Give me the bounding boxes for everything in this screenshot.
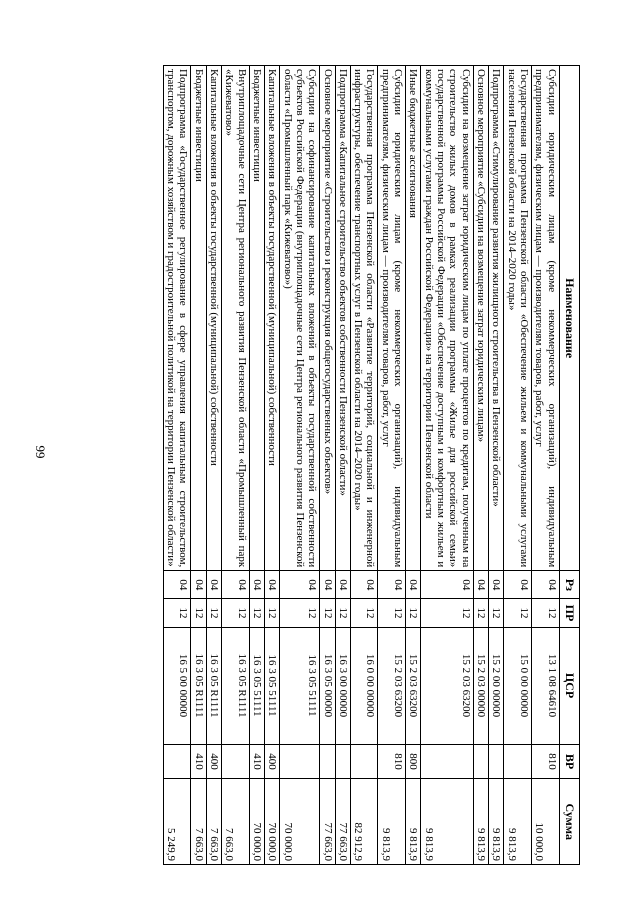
cell-rz: 04 [406, 571, 421, 599]
table-row [265, 66, 280, 865]
cell-rz: 04 [191, 571, 206, 599]
cell-sum: 70 000,0 [265, 779, 280, 865]
cell-csr: 16 3 05 00000 [320, 627, 335, 744]
header-sum: Сумма [559, 779, 579, 865]
cell-vr: 810 [531, 744, 559, 779]
cell-sum: 9 813,9 [489, 779, 504, 865]
cell-pr: 12 [222, 599, 250, 627]
cell-name: Основное мероприятие «Субсидии на возмещение затрат юридическим лицам» [473, 66, 488, 571]
cell-name: Субсидии на возмещение затрат юридическим лицам по уплате процентов по кредитам, полученным на строительство жилых домов в рамках реализации программы «Жилье для российской семьи» государственной программы Российской Федерации «Обеспечение доступным и комфортным жильем и коммунальными услугами граждан Российской Федерации» на территории Пензенской области [421, 66, 473, 571]
cell-rz: 04 [378, 571, 406, 599]
cell-sum: 9 813,9 [421, 779, 473, 865]
cell-sum: 77 663,0 [335, 779, 350, 865]
cell-csr: 13 1 08 64610 [531, 627, 559, 744]
cell-pr: 12 [473, 599, 488, 627]
cell-pr: 12 [265, 599, 280, 627]
cell-csr: 16 3 05 R1111 [222, 627, 250, 744]
cell-sum: 82 912,9 [350, 779, 378, 865]
cell-sum: 5 249,9 [163, 779, 191, 865]
cell-rz: 04 [163, 571, 191, 599]
header-csr: ЦСР [559, 627, 579, 744]
cell-vr [163, 744, 191, 779]
cell-name: Подпрограмма «Капитальное строительство объектов собственности Пензенской области» [335, 66, 350, 571]
header-vr: ВР [559, 744, 579, 779]
cell-name: Подпрограмма «Стимулирование развития жилищного строительства в Пензенской области» [489, 66, 504, 571]
cell-vr [222, 744, 250, 779]
cell-rz: 04 [473, 571, 488, 599]
cell-csr: 15 2 03 63200 [406, 627, 421, 744]
cell-csr: 15 2 03 00000 [473, 627, 488, 744]
table-row [280, 66, 320, 865]
cell-rz: 04 [504, 571, 532, 599]
cell-vr [320, 744, 335, 779]
cell-pr: 12 [378, 599, 406, 627]
cell-rz: 04 [222, 571, 250, 599]
cell-pr: 12 [504, 599, 532, 627]
cell-rz: 04 [280, 571, 320, 599]
cell-name: Субсидии юридическим лицам (кроме некоммерческих организаций), индивидуальным предпринимателям, физическим лицам — производителям товаров, работ, услуг [531, 66, 559, 571]
table-row [222, 66, 250, 865]
cell-name: Основное мероприятие «Строительство и реконструкция общегосударственных объектов» [320, 66, 335, 571]
cell-name: Иные бюджетные ассигнования [406, 66, 421, 571]
header-pr: ПР [559, 599, 579, 627]
cell-name: Субсидии на софинансирование капитальных вложений в объекты государственной собственности субъектов Российской Федерации (внутриплощадочные сети Центра регионального развития Пензенской области «Промышленный парк «Кижеватово») [280, 66, 320, 571]
cell-sum: 9 813,9 [473, 779, 488, 865]
table-row [531, 66, 559, 865]
cell-rz: 04 [350, 571, 378, 599]
cell-csr: 16 3 05 R1111 [206, 627, 221, 744]
table-row [421, 66, 473, 865]
cell-sum: 7 663,0 [191, 779, 206, 865]
cell-vr: 400 [206, 744, 221, 779]
cell-rz: 04 [265, 571, 280, 599]
table-row [191, 66, 206, 865]
cell-csr: 16 3 00 00000 [335, 627, 350, 744]
cell-vr [489, 744, 504, 779]
cell-name: Государственная программа Пензенской области «Развитие территорий, социальной и инженерной инфраструктуры, обеспечение транспортных услуг в Пензенской области на 2014–2020 годы» [350, 66, 378, 571]
table-row [206, 66, 221, 865]
cell-pr: 12 [191, 599, 206, 627]
cell-vr: 410 [191, 744, 206, 779]
cell-rz: 04 [335, 571, 350, 599]
cell-pr: 12 [206, 599, 221, 627]
cell-sum: 7 663,0 [206, 779, 221, 865]
table-row [406, 66, 421, 865]
cell-vr: 800 [406, 744, 421, 779]
cell-vr: 400 [265, 744, 280, 779]
cell-sum: 7 663,0 [222, 779, 250, 865]
cell-csr: 15 2 00 00000 [489, 627, 504, 744]
cell-vr [504, 744, 532, 779]
cell-sum: 70 000,0 [249, 779, 264, 865]
cell-rz: 04 [531, 571, 559, 599]
cell-pr: 12 [531, 599, 559, 627]
cell-pr: 12 [350, 599, 378, 627]
header-rz: Рз [559, 571, 579, 599]
cell-pr: 12 [335, 599, 350, 627]
table-row [489, 66, 504, 865]
cell-name: Подпрограмма «Государственное регулирование в сфере управления капитальным строительством, транспортом, дорожным хозяйством и градостроительной политикой на территории Пензенской области» [163, 66, 191, 571]
table-row [249, 66, 264, 865]
cell-sum: 77 663,0 [320, 779, 335, 865]
cell-csr: 16 3 05 51111 [280, 627, 320, 744]
cell-pr: 12 [163, 599, 191, 627]
cell-rz: 04 [206, 571, 221, 599]
cell-sum: 9 813,9 [406, 779, 421, 865]
cell-rz: 04 [421, 571, 473, 599]
header-row [559, 66, 579, 865]
budget-table [163, 65, 580, 865]
cell-pr: 12 [249, 599, 264, 627]
cell-sum: 70 000,0 [280, 779, 320, 865]
cell-rz: 04 [489, 571, 504, 599]
cell-name: Субсидии юридическим лицам (кроме некоммерческих организаций), индивидуальным предпринимателям, физическим лицам — производителям товаров, работ, услуг [378, 66, 406, 571]
rotated-page [90, 65, 580, 865]
cell-csr: 16 3 05 51111 [249, 627, 264, 744]
table-row [320, 66, 335, 865]
cell-sum: 9 813,9 [378, 779, 406, 865]
cell-name: Государственная программа Пензенской области «Обеспечение жильем и коммунальными услугами населения Пензенской области на 2014–2020 годы» [504, 66, 532, 571]
table-row [335, 66, 350, 865]
cell-csr: 16 0 00 00000 [350, 627, 378, 744]
cell-pr: 12 [320, 599, 335, 627]
table-row [163, 66, 191, 865]
cell-name: Капитальные вложения в объекты государственной (муниципальной) собственности [206, 66, 221, 571]
cell-csr: 16 5 00 00000 [163, 627, 191, 744]
cell-name: Бюджетные инвестиции [191, 66, 206, 571]
cell-csr: 15 2 03 63200 [378, 627, 406, 744]
cell-csr: 16 3 05 R1111 [191, 627, 206, 744]
cell-vr [350, 744, 378, 779]
cell-name: Капитальные вложения в объекты государственной (муниципальной) собственности [265, 66, 280, 571]
table-row [378, 66, 406, 865]
cell-rz: 04 [249, 571, 264, 599]
cell-vr [335, 744, 350, 779]
cell-vr: 410 [249, 744, 264, 779]
cell-vr [421, 744, 473, 779]
table-body [163, 66, 559, 865]
cell-sum: 10 000,0 [531, 779, 559, 865]
cell-vr [280, 744, 320, 779]
cell-vr: 810 [378, 744, 406, 779]
cell-csr: 15 2 03 63200 [421, 627, 473, 744]
cell-csr: 15 0 00 00000 [504, 627, 532, 744]
cell-pr: 12 [406, 599, 421, 627]
table-row [350, 66, 378, 865]
cell-rz: 04 [320, 571, 335, 599]
cell-csr: 16 3 05 51111 [265, 627, 280, 744]
header-name: Наименование [559, 66, 579, 571]
table-row [473, 66, 488, 865]
cell-pr: 12 [489, 599, 504, 627]
cell-vr [473, 744, 488, 779]
cell-name: Бюджетные инвестиции [249, 66, 264, 571]
table-row [504, 66, 532, 865]
cell-pr: 12 [421, 599, 473, 627]
cell-name: Внутриплощадочные сети Центра регионального развития Пензенской области «Промышленный парк «Кижеватово» [222, 66, 250, 571]
cell-pr: 12 [280, 599, 320, 627]
cell-sum: 9 813,9 [504, 779, 532, 865]
